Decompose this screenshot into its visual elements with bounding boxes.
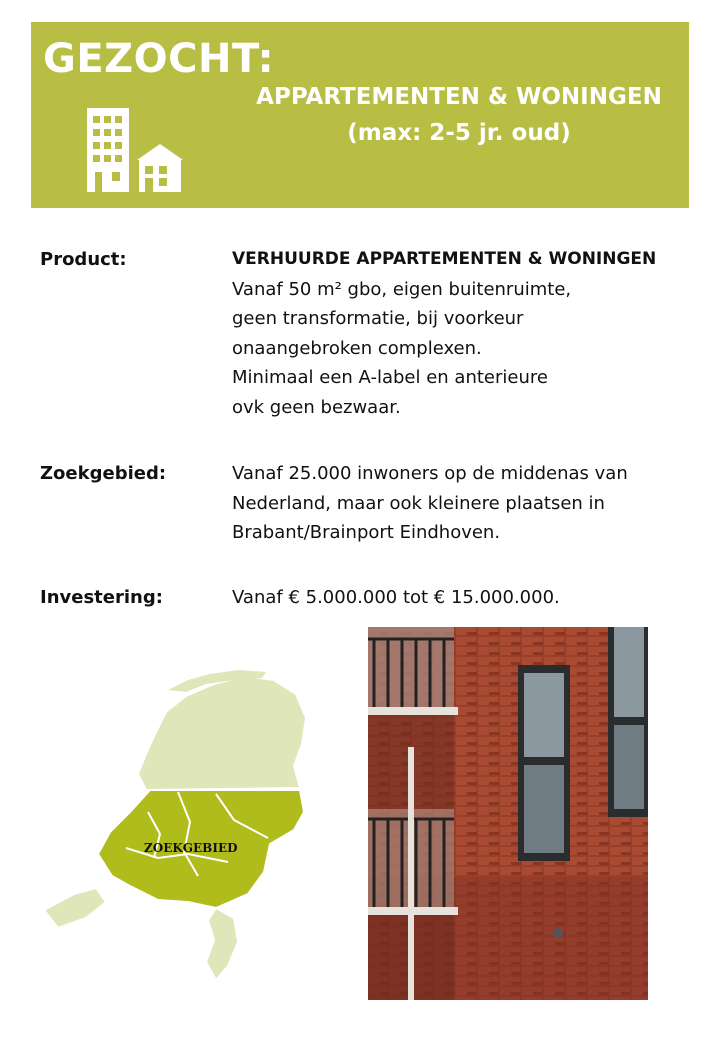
product-line: geen transformatie, bij voorkeur: [232, 308, 524, 329]
banner-subtitle-age: (max: 2-5 jr. oud): [347, 120, 571, 146]
brick-facade-image: [368, 627, 648, 1000]
map-label: ZOEKGEBIED: [144, 841, 238, 855]
map-north-region: [138, 676, 306, 790]
investering-label: Investering:: [40, 587, 163, 608]
product-value: [232, 245, 656, 422]
product-line: ovk geen bezwaar.: [232, 396, 401, 418]
product-line: Minimaal een A-label en anterieure: [232, 367, 548, 388]
zoekgebied-value: [232, 459, 628, 548]
zoekgebied-label: Zoekgebied:: [40, 463, 167, 484]
banner-title: GEZOCHT:: [43, 36, 275, 82]
zoekgebied-line: Vanaf 25.000 inwoners op de middenas van: [232, 463, 628, 484]
header-banner: [31, 22, 689, 208]
product-line: onaangebroken complexen.: [232, 337, 482, 359]
map-south-region: [206, 908, 238, 980]
zoekgebied-line: Nederland, maar ook kleinere plaatsen in: [232, 492, 605, 514]
banner-subtitle: APPARTEMENTEN & WONINGEN: [256, 84, 662, 110]
product-line: Vanaf 50 m² gbo, eigen buitenruimte,: [232, 278, 572, 300]
product-label: Product:: [40, 249, 127, 270]
zoekgebied-line: Brabant/Brainport Eindhoven.: [232, 522, 501, 543]
building-photo: [368, 627, 648, 1000]
product-heading: VERHUURDE APPARTEMENTEN & WONINGEN: [232, 249, 657, 269]
investering-value: Vanaf € 5.000.000 tot € 15.000.000.: [232, 587, 560, 608]
map-zeeland: [44, 888, 106, 928]
buildings-icon: [87, 108, 187, 218]
netherlands-map: [38, 662, 318, 992]
